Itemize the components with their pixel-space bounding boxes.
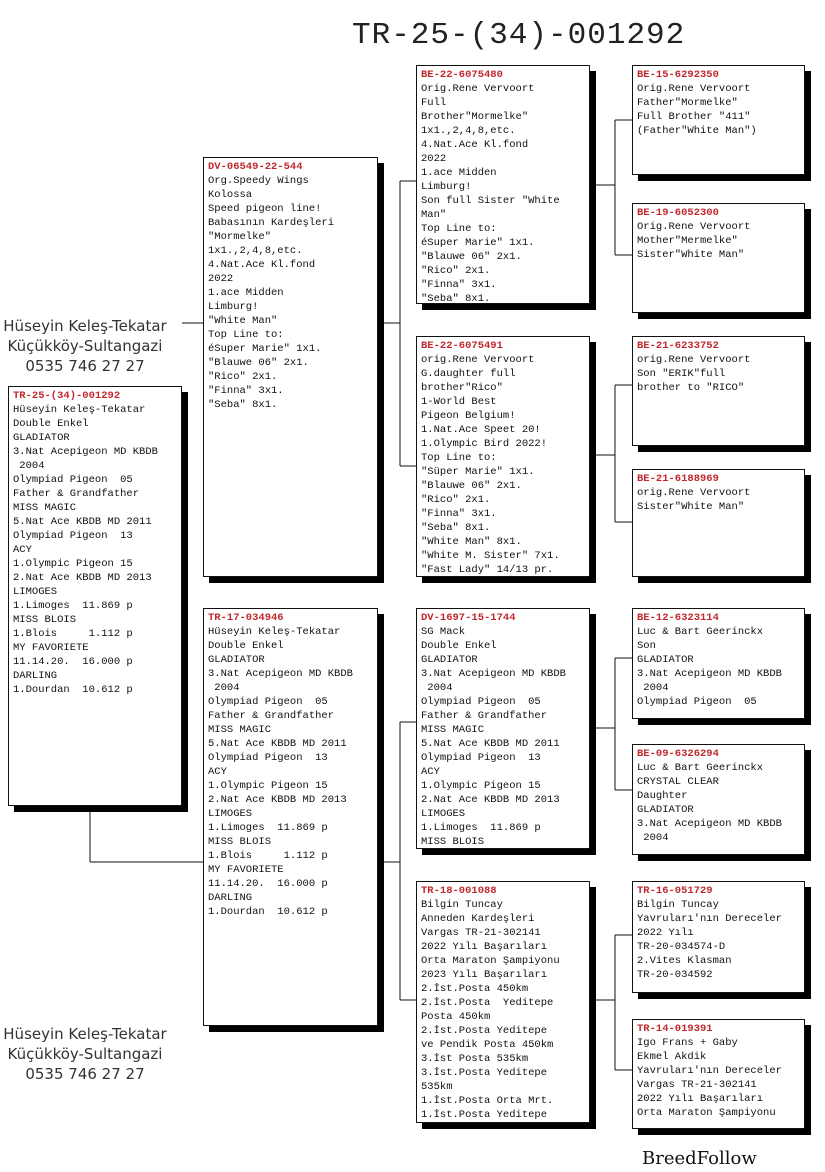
- card-line: Pigeon Belgium!: [421, 410, 516, 422]
- card-line: DARLING: [13, 670, 58, 682]
- card-line: Olympiad Pigeon 13: [13, 530, 133, 542]
- card-line: GLADIATOR: [208, 654, 265, 666]
- card-line: Sister"White Man": [637, 249, 745, 261]
- card-line: "Finna" 3x1.: [208, 385, 284, 397]
- pedigree-card-sire[interactable]: [203, 157, 378, 577]
- card-line: Olympiad Pigeon 05: [637, 696, 757, 708]
- ring-number: TR-18-001088: [421, 885, 497, 897]
- card-line: ACY: [208, 766, 227, 778]
- card-line: "Seba" 8x1.: [208, 399, 278, 411]
- card-line: 2023 Yılı Başarıları: [421, 969, 548, 981]
- card-line: éSuper Marie" 1x1.: [208, 343, 322, 355]
- card-line: 11.14.20. 16.000 p: [13, 656, 133, 668]
- card-line: Luc & Bart Geerinckx: [637, 626, 764, 638]
- card-line: Babasının Kardeşleri: [208, 217, 335, 229]
- card-line: 3.İst Posta 535km: [421, 1053, 529, 1065]
- card-line: 1.Blois 1.112 p: [208, 850, 328, 862]
- owner-info-top: [0, 316, 170, 376]
- card-line: Son "ERIK"full: [637, 368, 726, 380]
- pedigree-card-dd-dam[interactable]: [632, 1019, 805, 1129]
- card-line: 2004: [13, 460, 45, 472]
- card-line: SG Mack: [421, 626, 466, 638]
- card-line: "White Man" 8x1.: [421, 536, 522, 548]
- card-line: Olympiad Pigeon 05: [421, 696, 541, 708]
- card-line: ACY: [421, 766, 440, 778]
- card-line: 2.İst.Posta Yeditepe: [421, 1025, 548, 1037]
- card-line: LIMOGES: [13, 586, 58, 598]
- card-line: Brother"Mormelke": [421, 111, 529, 123]
- card-line: 3.İst.Posta Yeditepe: [421, 1067, 548, 1079]
- card-line: 2004: [421, 682, 453, 694]
- card-details: [637, 625, 804, 709]
- card-line: DARLING: [208, 892, 253, 904]
- card-line: 1x1.,2,4,8,etc.: [208, 245, 303, 257]
- card-details: [421, 353, 589, 577]
- card-line: 1.Dourdan 10.612 p: [13, 684, 133, 696]
- pedigree-card-sire-dam[interactable]: [416, 336, 590, 577]
- card-line: "White Man": [208, 315, 278, 327]
- card-line: MY FAVORIETE: [13, 642, 89, 654]
- card-line: Limburg!: [421, 181, 472, 193]
- ring-number: BE-21-6188969: [637, 473, 719, 485]
- card-line: brother"Rico": [421, 382, 503, 394]
- card-line: 2022: [208, 273, 234, 285]
- card-line: Top Line to:: [421, 452, 497, 464]
- ring-number: BE-09-6326294: [637, 748, 719, 760]
- card-line: GLADIATOR: [13, 432, 70, 444]
- card-line: 1.Olympic Pigeon 15: [208, 780, 328, 792]
- card-line: Orig.Rene Vervoort: [637, 83, 751, 95]
- card-line: 2.Nat Ace KBDB MD 2013: [13, 572, 152, 584]
- card-line: LIMOGES: [208, 808, 253, 820]
- card-line: CRYSTAL CLEAR: [637, 776, 719, 788]
- card-line: 1.Olympic Bird 2022!: [421, 438, 548, 450]
- card-line: 2022: [421, 153, 447, 165]
- card-line: 1.Dourdan 10.612 p: [208, 906, 328, 918]
- owner-line: 0535 746 27 27: [25, 357, 145, 375]
- ring-number: TR-25-(34)-001292: [13, 390, 121, 402]
- pedigree-card-dam-sire[interactable]: [416, 608, 590, 849]
- card-line: Bilgin Tuncay: [637, 899, 719, 911]
- owner-line: Küçükköy-Sultangazi: [7, 1045, 163, 1063]
- card-line: G.daughter full: [421, 368, 516, 380]
- card-line: 5.Nat Ace KBDB MD 2011: [208, 738, 347, 750]
- ring-number: DV-06549-22-544: [208, 161, 303, 173]
- card-line: 1.Limoges 11.869 p: [421, 822, 541, 834]
- ring-number: BE-21-6233752: [637, 340, 719, 352]
- card-line: 11.14.20. 16.000 p: [208, 878, 328, 890]
- card-line: 1x1.,2,4,8,etc.: [421, 125, 516, 137]
- card-line: Man": [421, 209, 447, 221]
- pedigree-card-dam[interactable]: [203, 608, 378, 1026]
- card-line: Orta Maraton Şampiyonu: [421, 955, 560, 967]
- card-line: Double Enkel: [421, 640, 497, 652]
- card-line: orig.Rene Vervoort: [421, 354, 535, 366]
- card-line: "Finna" 3x1.: [421, 279, 497, 291]
- card-line: Olympiad Pigeon 13: [421, 752, 541, 764]
- card-line: "Rico" 2x1.: [208, 371, 278, 383]
- card-line: 1.İst.Posta Orta Mrt.: [421, 1095, 554, 1107]
- card-line: 2004: [637, 832, 669, 844]
- card-line: LIMOGES: [421, 808, 466, 820]
- card-line: "Blauwe 06" 2x1.: [208, 357, 309, 369]
- card-line: Bilgin Tuncay: [421, 899, 503, 911]
- card-line: éSuper Marie" 1x1.: [421, 237, 535, 249]
- pedigree-card-dam-dam[interactable]: [416, 881, 590, 1123]
- ring-number: BE-22-6075491: [421, 340, 503, 352]
- card-line: Father"Mormelke": [637, 97, 738, 109]
- card-line: 2004: [637, 682, 669, 694]
- card-line: Son full Sister "White: [421, 195, 560, 207]
- card-line: "Finna" 3x1.: [421, 508, 497, 520]
- ring-number: TR-16-051729: [637, 885, 713, 897]
- card-line: Double Enkel: [13, 418, 89, 430]
- card-details: [637, 82, 804, 138]
- card-line: 3.Nat Acepigeon MD KBDB: [421, 668, 566, 680]
- card-details: [13, 403, 181, 697]
- card-line: Top Line to:: [208, 329, 284, 341]
- card-line: MISS MAGIC: [13, 502, 77, 514]
- ring-number: BE-15-6292350: [637, 69, 719, 81]
- card-line: 2.Nat Ace KBDB MD 2013: [421, 794, 560, 806]
- card-line: Limburg!: [208, 301, 259, 313]
- card-line: 3.Nat Acepigeon MD KBDB: [13, 446, 158, 458]
- card-line: 3.Nat Acepigeon MD KBDB: [208, 668, 353, 680]
- card-line: "Seba" 8x1.: [421, 293, 491, 304]
- card-line: 3.Nat Acepigeon MD KBDB: [637, 818, 782, 830]
- pedigree-card-subject[interactable]: [8, 386, 182, 806]
- card-line: 4.Nat.Ace Kl.fond: [208, 259, 316, 271]
- card-line: 1.Blois 1.112 p: [13, 628, 133, 640]
- card-details: [637, 1036, 804, 1120]
- card-line: Igo Frans + Gaby: [637, 1037, 738, 1049]
- card-details: [637, 220, 804, 262]
- card-line: 5.Nat Ace KBDB MD 2011: [13, 516, 152, 528]
- card-line: Ekmel Akdik: [637, 1051, 707, 1063]
- owner-line: Hüseyin Keleş-Tekatar: [3, 1025, 167, 1043]
- card-line: Yavruları'nın Dereceler: [637, 913, 782, 925]
- card-line: Orig.Rene Vervoort: [421, 83, 535, 95]
- ring-number: BE-19-6052300: [637, 207, 719, 219]
- card-details: [637, 353, 804, 395]
- card-line: Vargas TR-21-302141: [421, 927, 541, 939]
- card-line: "Fast Lady" 14/13 pr.: [421, 564, 554, 576]
- card-details: [637, 761, 804, 845]
- ring-number: DV-1697-15-1744: [421, 612, 516, 624]
- card-line: 1.Limoges 11.869 p: [208, 822, 328, 834]
- card-line: Top Line to:: [421, 223, 497, 235]
- card-line: (Father"White Man"): [637, 125, 757, 137]
- card-details: [421, 82, 589, 304]
- pedigree-title: TR-25-(34)-001292: [352, 18, 686, 53]
- card-line: Org.Speedy Wings: [208, 175, 309, 187]
- card-line: "Mormelke": [208, 231, 272, 243]
- card-line: TR-20-034592: [637, 969, 713, 981]
- card-line: Olympiad Pigeon 05: [13, 474, 133, 486]
- owner-line: 0535 746 27 27: [25, 1065, 145, 1083]
- card-line: Mother"Mermelke": [637, 235, 738, 247]
- card-line: 1-World Best: [421, 396, 497, 408]
- card-line: Yavruları'nın Dereceler: [637, 1065, 782, 1077]
- card-line: MISS BLOIS: [13, 614, 77, 626]
- pedigree-card-dd-sire[interactable]: [632, 881, 805, 993]
- card-line: TR-20-034574-D: [637, 941, 726, 953]
- brand-logo-text: BreedFollow: [642, 1148, 757, 1169]
- card-line: Orig.Rene Vervoort: [637, 221, 751, 233]
- card-line: "Rico" 2x1.: [421, 265, 491, 277]
- card-line: MISS MAGIC: [208, 724, 272, 736]
- card-line: 2.Vites Klasman: [637, 955, 732, 967]
- card-line: Speed pigeon line!: [208, 203, 322, 215]
- owner-line: Hüseyin Keleş-Tekatar: [3, 317, 167, 335]
- card-line: 2.Nat Ace KBDB MD 2013: [208, 794, 347, 806]
- card-line: MY FAVORIETE: [208, 864, 284, 876]
- card-line: 2004: [208, 682, 240, 694]
- pedigree-card-ss-sire[interactable]: [632, 65, 805, 175]
- card-line: orig.Rene Vervoort: [637, 487, 751, 499]
- pedigree-card-sd-sire[interactable]: [632, 336, 805, 446]
- card-line: GLADIATOR: [637, 804, 694, 816]
- card-details: [637, 898, 804, 982]
- card-line: "Blauwe 06" 2x1.: [421, 480, 522, 492]
- card-details: [637, 486, 804, 514]
- card-line: Daughter: [637, 790, 688, 802]
- pedigree-card-ss-dam[interactable]: [632, 203, 805, 313]
- ring-number: BE-22-6075480: [421, 69, 503, 81]
- card-line: 535km: [421, 1081, 453, 1093]
- card-line: 1.Nat.Ace Speet 20!: [421, 424, 541, 436]
- card-line: 2022 Yılı: [637, 927, 694, 939]
- card-line: 1.Limoges 11.869 p: [13, 600, 133, 612]
- card-line: Hüseyin Keleş-Tekatar: [208, 626, 341, 638]
- card-line: 4.Nat.Ace Kl.fond: [421, 139, 529, 151]
- card-details: [208, 174, 377, 412]
- card-line: 5.Nat Ace KBDB MD 2011: [421, 738, 560, 750]
- card-line: Son: [637, 640, 656, 652]
- card-line: Olympiad Pigeon 13: [208, 752, 328, 764]
- card-line: MISS BLOIS: [421, 836, 485, 848]
- pedigree-card-ds-sire[interactable]: [632, 608, 805, 719]
- owner-info-bottom: [0, 1024, 170, 1084]
- card-line: 2.İst.Posta 450km: [421, 983, 529, 995]
- owner-line: Küçükköy-Sultangazi: [7, 337, 163, 355]
- card-line: brother to "RICO": [637, 382, 745, 394]
- card-line: 1.İst.Posta Yeditepe: [421, 1109, 548, 1121]
- card-line: Anneden Kardeşleri: [421, 913, 535, 925]
- ring-number: TR-14-019391: [637, 1023, 713, 1035]
- card-line: Full: [421, 97, 447, 109]
- card-line: Luc & Bart Geerinckx: [637, 762, 764, 774]
- card-line: GLADIATOR: [421, 654, 478, 666]
- card-line: 2.İst.Posta Yeditepe: [421, 997, 554, 1009]
- card-line: Father & Grandfather: [13, 488, 140, 500]
- card-line: 1.ace Midden: [421, 167, 497, 179]
- card-line: Posta 450km: [421, 1011, 491, 1023]
- card-line: "Seba" 8x1.: [421, 522, 491, 534]
- card-line: 1.ace Midden: [208, 287, 284, 299]
- pedigree-card-sd-dam[interactable]: [632, 469, 805, 577]
- card-line: "Blauwe 06" 2x1.: [421, 251, 522, 263]
- card-line: "Süper Marie" 1x1.: [421, 466, 535, 478]
- card-line: Orta Maraton Şampiyonu: [637, 1107, 776, 1119]
- card-line: 3.Nat Acepigeon MD KBDB: [637, 668, 782, 680]
- card-details: [208, 625, 377, 919]
- card-line: 2022 Yılı Başarıları: [637, 1093, 764, 1105]
- card-line: ACY: [13, 544, 32, 556]
- card-line: 1.Olympic Pigeon 15: [421, 780, 541, 792]
- card-line: Vargas TR-21-302141: [637, 1079, 757, 1091]
- card-line: 1.Olympic Pigeon 15: [13, 558, 133, 570]
- pedigree-card-ds-dam[interactable]: [632, 744, 805, 855]
- card-details: [421, 898, 589, 1122]
- card-line: 2022 Yılı Başarıları: [421, 941, 548, 953]
- card-details: [421, 625, 589, 849]
- card-line: Father & Grandfather: [421, 710, 548, 722]
- card-line: Father & Grandfather: [208, 710, 335, 722]
- ring-number: BE-12-6323114: [637, 612, 719, 624]
- card-line: Hüseyin Keleş-Tekatar: [13, 404, 146, 416]
- card-line: ve Pendik Posta 450km: [421, 1039, 554, 1051]
- pedigree-card-sire-sire[interactable]: [416, 65, 590, 304]
- card-line: "White M. Sister" 7x1.: [421, 550, 560, 562]
- card-line: Olympiad Pigeon 05: [208, 696, 328, 708]
- card-line: Full Brother "411": [637, 111, 751, 123]
- card-line: MISS MAGIC: [421, 724, 485, 736]
- card-line: Sister"White Man": [637, 501, 745, 513]
- card-line: GLADIATOR: [637, 654, 694, 666]
- card-line: orig.Rene Vervoort: [637, 354, 751, 366]
- card-line: "Rico" 2x1.: [421, 494, 491, 506]
- card-line: MISS BLOIS: [208, 836, 272, 848]
- card-line: Double Enkel: [208, 640, 284, 652]
- card-line: Kolossa: [208, 189, 253, 201]
- ring-number: TR-17-034946: [208, 612, 284, 624]
